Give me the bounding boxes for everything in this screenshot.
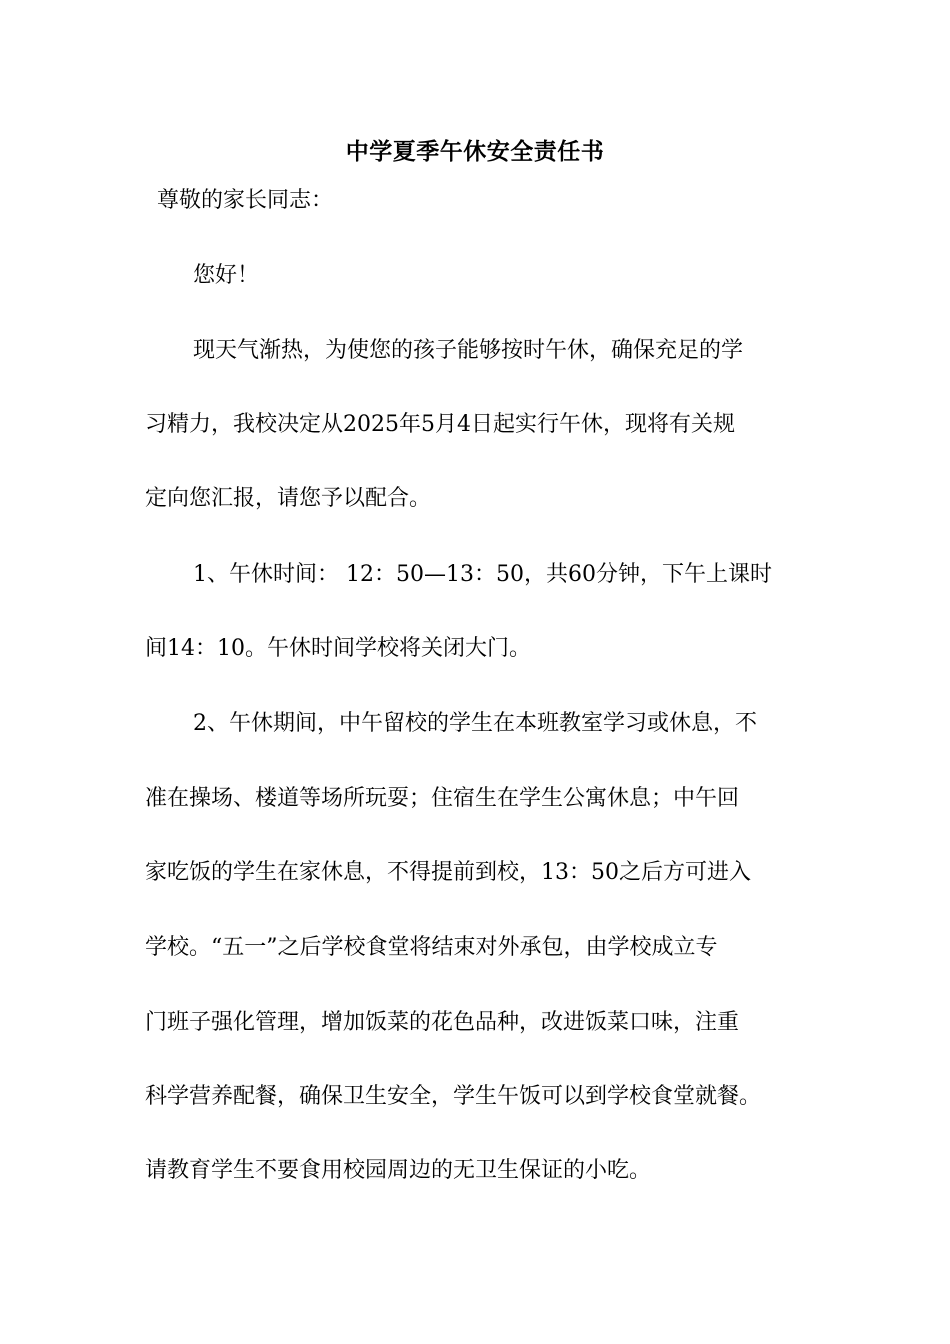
document-title: 中学夏季午休安全责任书 (345, 138, 605, 165)
body-line: 定向您汇报，请您予以配合。 (145, 486, 432, 511)
body-line: 1、午休时间： 12：50—13：50，共60分钟，下午上课时 (193, 562, 772, 587)
body-line: 准在操场、楼道等场所玩耍；住宿生在学生公寓休息；中午回 (145, 786, 740, 811)
body-line: 2、午休期间，中午留校的学生在本班教室学习或休息，不 (193, 711, 757, 736)
body-line: 门班子强化管理，增加饭菜的花色品种，改进饭菜口味，注重 (145, 1010, 740, 1035)
body-line: 家吃饭的学生在家休息，不得提前到校，13：50之后方可进入 (145, 860, 751, 885)
body-line: 请教育学生不要食用校园周边的无卫生保证的小吃。 (145, 1158, 652, 1183)
body-line: 科学营养配餐，确保卫生安全，学生午饭可以到学校食堂就餐。 (145, 1084, 762, 1109)
body-line: 现天气渐热，为使您的孩子能够按时午休，确保充足的学 (193, 338, 744, 363)
body-line: 间14：10。午休时间学校将关闭大门。 (145, 636, 531, 661)
salutation: 尊敬的家长同志： (157, 188, 334, 213)
body-line: 学校。“五一”之后学校食堂将结束对外承包，由学校成立专 (145, 935, 718, 960)
greeting: 您好！ (193, 263, 260, 288)
body-line: 习精力，我校决定从2025年5月4日起实行午休，现将有关规 (145, 412, 735, 437)
